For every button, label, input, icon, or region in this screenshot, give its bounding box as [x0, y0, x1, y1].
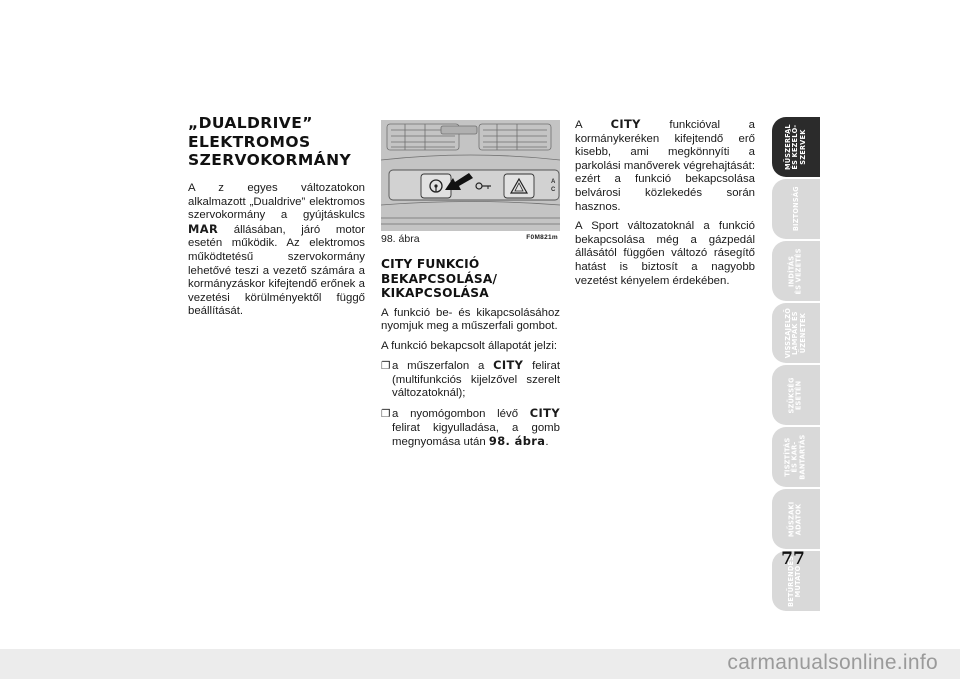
figure-caption: 98. ábra — [381, 233, 420, 245]
tab-dashboard-controls[interactable]: MŰSZERFAL ÉS KEZELŐ- SZERVEK — [772, 117, 820, 177]
city-instruction: A funkció be- és kikapcsolásához nyomjuk meg a műszerfali gombot. — [381, 306, 560, 333]
figure-code: F0M821m — [526, 234, 558, 241]
sport-version-paragraph: A Sport változatoknál a funkció bekapcsolása még a gázpedál állásától függően változó rásegítő hatást is biztosít a nagyobb vezetést kényelem érdekében. — [575, 220, 755, 287]
svg-text:C: C — [551, 187, 556, 193]
checkbox-bullet-icon: ❐ — [381, 408, 391, 421]
svg-text:A: A — [551, 179, 556, 185]
dashboard-illustration — [381, 120, 560, 231]
tab-technical-data[interactable]: MŰSZAKI ADATOK — [772, 489, 820, 549]
watermark-text: carmanualsonline.info — [727, 651, 938, 674]
page-number: 77 — [781, 549, 805, 569]
watermark-bar — [0, 649, 960, 679]
section-title — [188, 114, 368, 170]
tab-starting-driving[interactable]: INDÍTÁS ÉS VEZETÉS — [772, 241, 820, 301]
city-status-list — [381, 359, 560, 450]
city-function-heading: CITY FUNKCIÓ BEKAPCSOLÁSA/ KIKAPCSOLÁSA — [381, 257, 498, 300]
left-column — [188, 182, 365, 325]
right-column — [575, 118, 755, 294]
figure-reference: 98. ábra — [488, 434, 546, 449]
city-benefit-paragraph: A CITY funkcióval a kormánykeréken kifejtendő erő kisebb, ami megkönnyíti a parkolási manőverek végrehajtását: ezért a funkció bekapcsolása belvárosi közlekedés során hasznos. — [575, 117, 755, 213]
tab-maintenance[interactable]: TISZTÍTÁS ÉS KAR- BANTARTÁS — [772, 427, 820, 487]
title-line-2: ELEKTROMOS — [188, 132, 311, 151]
tab-safety[interactable]: BIZTONSÁG — [772, 179, 820, 239]
tab-warning-lights[interactable]: VISSZAJELZŐ LÁMPÁK ÉS ÜZENETEK — [772, 303, 820, 363]
title-line-1: „DUALDRIVE” — [188, 114, 313, 132]
middle-column — [381, 257, 560, 456]
figure-caption-row — [381, 233, 560, 245]
list-item: ❐ a műszerfalon a CITY felirat (multifunkciós kijelzővel szerelt változatoknál); — [381, 358, 560, 400]
tab-index[interactable]: BETŰRENDES MUTATÓ — [772, 551, 820, 611]
key-position-mar: MAR — [188, 221, 219, 236]
intro-paragraph: A z egyes változatokon alkalmazott „Dualdrive” elektromos szervokormány a gyújtáskulcs MAR állásában, járó motor esetén működik. Az elektromos működtetésű szervokormány lehetővé teszi a vezető számára a kormányzáskor kifejtendő erőnek a vezetési körülményektől függő beállítását. — [188, 182, 365, 318]
city-status-intro: A funkció bekapcsolt állapotát jelzi: — [381, 339, 558, 352]
list-item: ❐ a nyomógombon lévő CITY felirat kigyulladása, a gomb megnyomása után 98. ábra. — [381, 406, 560, 449]
checkbox-bullet-icon: ❐ — [381, 360, 391, 373]
tab-emergency[interactable]: SZÜKSÉG ESETÉN — [772, 365, 820, 425]
title-line-3: SZERVOKORMÁNY — [188, 151, 352, 169]
figure-98-dashboard-button — [381, 120, 560, 231]
